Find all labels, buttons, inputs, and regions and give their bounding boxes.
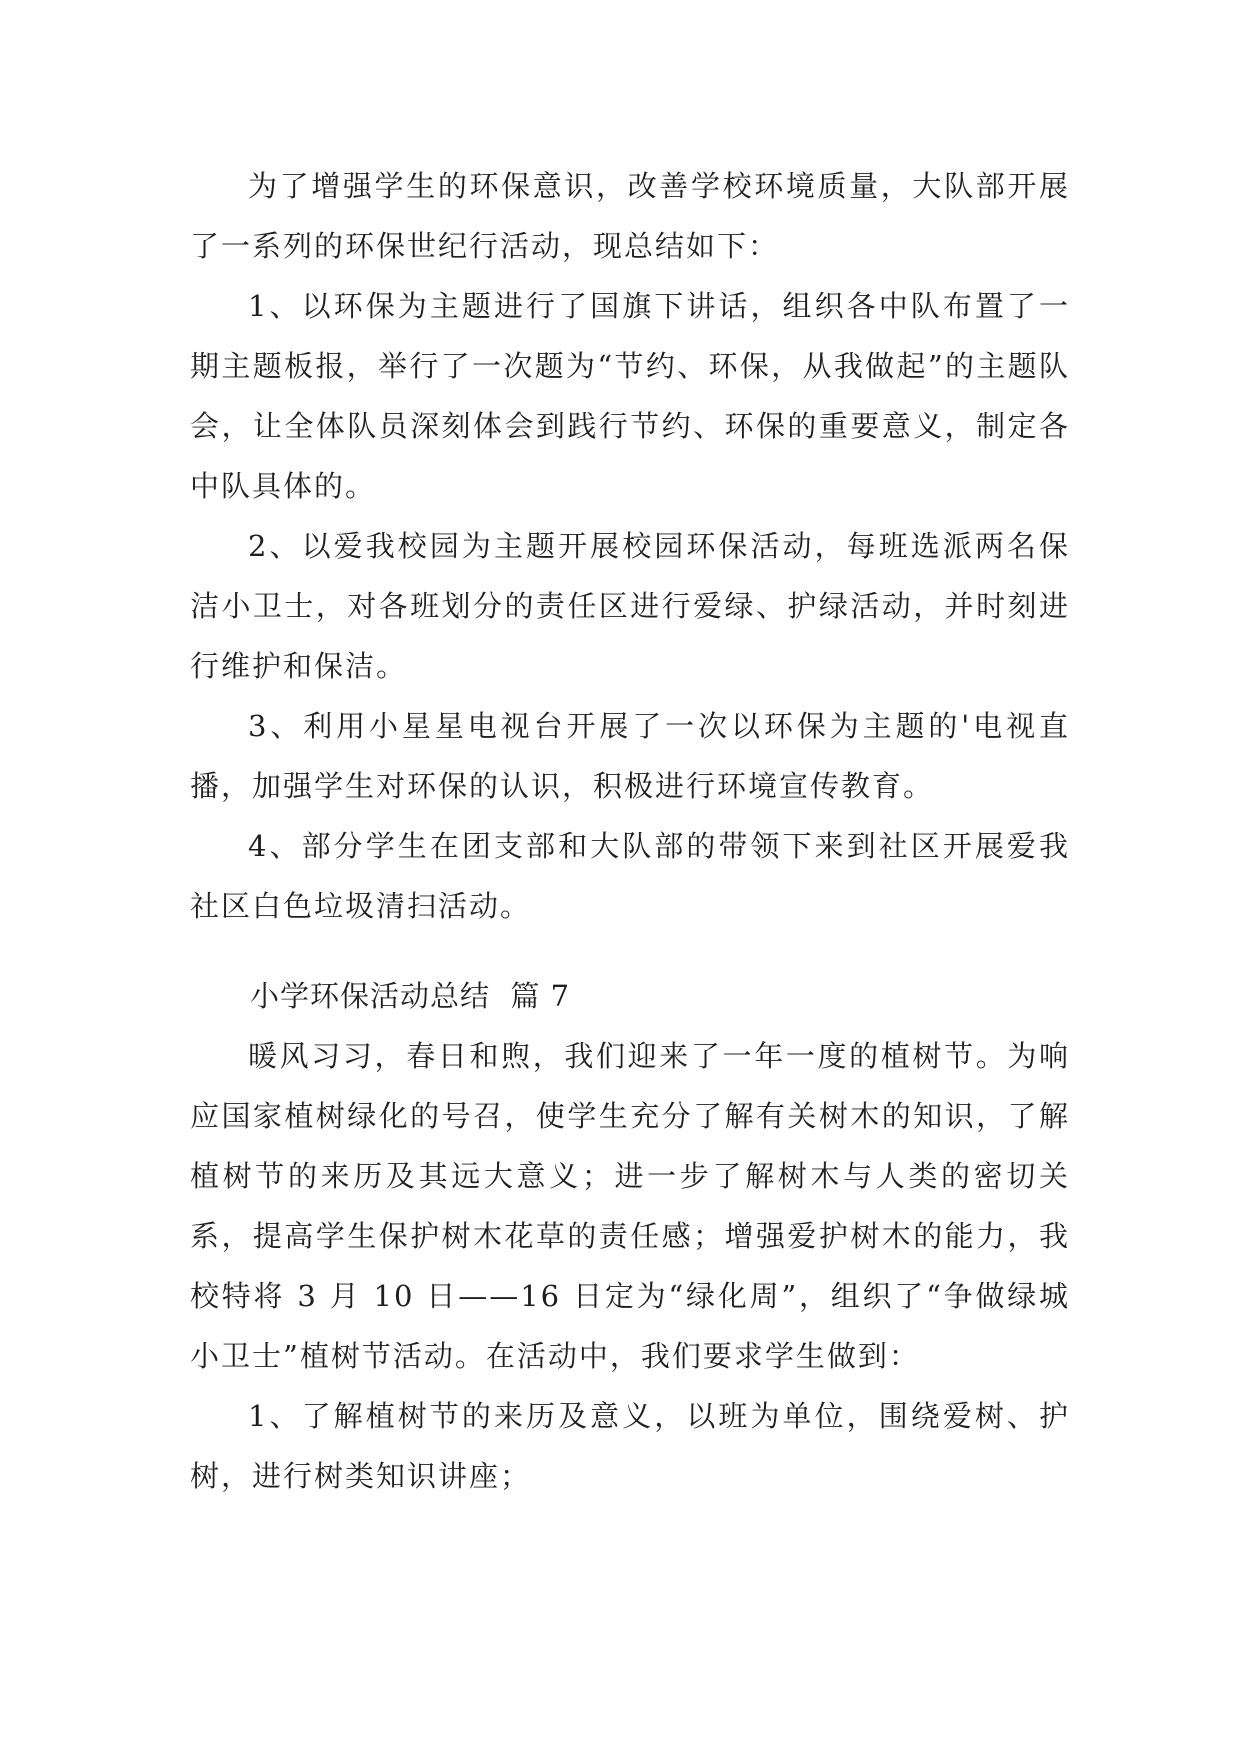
environmental-activities-summary	[190, 156, 1070, 936]
item-3-paragraph: 3、利用小星星电视台开展了一次以环保为主题的'电视直播，加强学生对环保的认识，积极进行环境宣传教育。	[190, 709, 1070, 803]
section-heading: 小学环保活动总结 篇 7	[250, 979, 571, 1013]
intro-paragraph: 为了增强学生的环保意识，改善学校环境质量，大队部开展了一系列的环保世纪行活动，现总结如下：	[190, 169, 1070, 263]
item-4-paragraph: 4、部分学生在团支部和大队部的带领下来到社区开展爱我社区白色垃圾清扫活动。	[190, 829, 1070, 923]
arbor-day-summary	[190, 1026, 1070, 1506]
item-2-paragraph: 2、以爱我校园为主题开展校园环保活动，每班选派两名保洁小卫士，对各班划分的责任区进行爱绿、护绿活动，并时刻进行维护和保洁。	[190, 529, 1070, 683]
item-1-paragraph: 1、以环保为主题进行了国旗下讲话，组织各中队布置了一期主题板报，举行了一次题为“节约、环保，从我做起”的主题队会，让全体队员深刻体会到践行节约、环保的重要意义，制定各中队具体的。	[190, 289, 1070, 503]
arbor-day-item-1-paragraph: 1、了解植树节的来历及意义，以班为单位，围绕爱树、护树，进行树类知识讲座；	[190, 1399, 1070, 1493]
arbor-day-intro-paragraph: 暖风习习，春日和煦，我们迎来了一年一度的植树节。为响应国家植树绿化的号召，使学生充分了解有关树木的知识，了解植树节的来历及其远大意义；进一步了解树木与人类的密切关系，提高学生保护树木花草的责任感；增强爱护树木的能力，我校特将 3 月 10 日——16 日定为“绿化周”，组织了“争做绿城小卫士”植树节活动。在活动中，我们要求学生做到：	[190, 1039, 1070, 1373]
